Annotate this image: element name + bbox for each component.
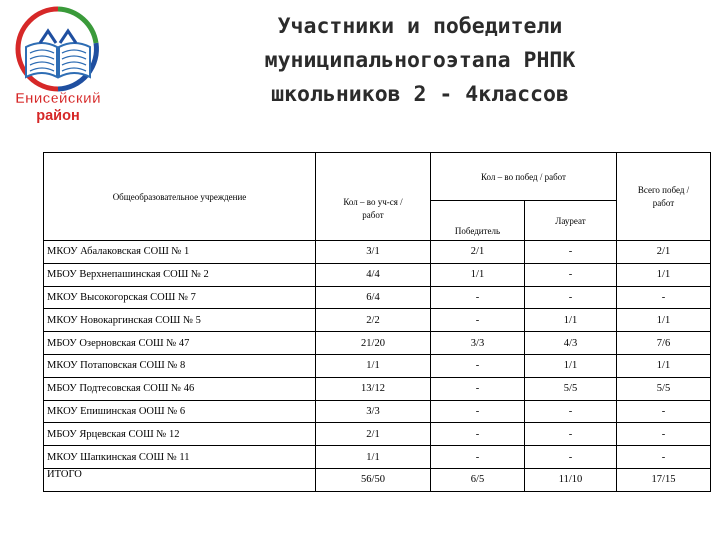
cell-count: 2/1 <box>316 423 431 446</box>
table-row-total <box>44 468 711 491</box>
cell-count: 3/1 <box>316 241 431 264</box>
cell-institution: МБОУ Верхнепашинская СОШ № 2 <box>44 263 316 286</box>
cell-total: 2/1 <box>617 241 711 264</box>
cell-institution: МКОУ Потаповская СОШ № 8 <box>44 354 316 377</box>
title-line-3: школьников 2 - 4классов <box>271 82 569 107</box>
cell-laureate: - <box>525 400 617 423</box>
table-body <box>44 241 711 492</box>
table-row <box>44 377 711 400</box>
page-title <box>150 10 690 112</box>
header-total: Всего побед / работ <box>617 153 711 241</box>
logo-text-line1: Енисейский <box>15 91 101 107</box>
cell-total: - <box>617 286 711 309</box>
cell-total: 17/15 <box>617 468 711 491</box>
cell-total: - <box>617 400 711 423</box>
cell-total: 5/5 <box>617 377 711 400</box>
cell-count: 21/20 <box>316 332 431 355</box>
cell-total: 7/6 <box>617 332 711 355</box>
results-table <box>43 152 711 492</box>
header-winner: Победитель <box>431 201 525 241</box>
cell-total: - <box>617 423 711 446</box>
cell-count: 4/4 <box>316 263 431 286</box>
cell-count: 13/12 <box>316 377 431 400</box>
cell-laureate: - <box>525 446 617 469</box>
cell-count: 56/50 <box>316 468 431 491</box>
cell-total: 1/1 <box>617 309 711 332</box>
cell-laureate: 1/1 <box>525 354 617 377</box>
cell-laureate: - <box>525 286 617 309</box>
cell-winner: - <box>431 446 525 469</box>
cell-laureate: - <box>525 263 617 286</box>
cell-laureate: 11/10 <box>525 468 617 491</box>
cell-total: 1/1 <box>617 354 711 377</box>
cell-institution: МБОУ Ярцевская СОШ № 12 <box>44 423 316 446</box>
cell-winner: 3/3 <box>431 332 525 355</box>
cell-winner: 1/1 <box>431 263 525 286</box>
cell-institution: МКОУ Абалаковская СОШ № 1 <box>44 241 316 264</box>
table-row <box>44 423 711 446</box>
cell-laureate: 5/5 <box>525 377 617 400</box>
table-header <box>44 153 711 241</box>
cell-institution: МКОУ Шапкинская СОШ № 11 <box>44 446 316 469</box>
cell-winner: - <box>431 423 525 446</box>
district-logo <box>10 3 106 125</box>
cell-winner: - <box>431 400 525 423</box>
header-count: Кол – во уч-ся / работ <box>316 153 431 241</box>
cell-winner: - <box>431 286 525 309</box>
cell-institution: МБОУ Озерновская СОШ № 47 <box>44 332 316 355</box>
title-line-1: Участники и победители <box>277 14 563 39</box>
cell-winner: - <box>431 377 525 400</box>
table-row <box>44 241 711 264</box>
cell-count: 6/4 <box>316 286 431 309</box>
header-laureate: Лауреат <box>525 201 617 241</box>
cell-count: 2/2 <box>316 309 431 332</box>
cell-laureate: 1/1 <box>525 309 617 332</box>
cell-institution: МКОУ Новокаргинская СОШ № 5 <box>44 309 316 332</box>
logo-text-line2: район <box>36 108 80 124</box>
cell-winner: - <box>431 309 525 332</box>
title-line-2: муниципальногоэтапа РНПК <box>264 48 576 73</box>
cell-winner: - <box>431 354 525 377</box>
header-wins-group: Кол – во побед / работ <box>431 153 617 201</box>
cell-winner: 2/1 <box>431 241 525 264</box>
cell-count: 1/1 <box>316 446 431 469</box>
header-institution: Общеобразовательное учреждение <box>44 153 316 241</box>
cell-count: 1/1 <box>316 354 431 377</box>
cell-laureate: - <box>525 423 617 446</box>
cell-total: - <box>617 446 711 469</box>
cell-total: 1/1 <box>617 263 711 286</box>
cell-institution: МКОУ Епишинская ООШ № 6 <box>44 400 316 423</box>
cell-laureate: - <box>525 241 617 264</box>
table-row <box>44 286 711 309</box>
table-row <box>44 263 711 286</box>
cell-institution: МКОУ Высокогорская СОШ № 7 <box>44 286 316 309</box>
table-row <box>44 446 711 469</box>
cell-laureate: 4/3 <box>525 332 617 355</box>
book-icon <box>26 31 90 77</box>
table-row <box>44 400 711 423</box>
cell-winner: 6/5 <box>431 468 525 491</box>
cell-institution: ИТОГО <box>44 468 316 491</box>
cell-count: 3/3 <box>316 400 431 423</box>
cell-institution: МБОУ Подтесовская СОШ № 46 <box>44 377 316 400</box>
table-row <box>44 309 711 332</box>
table-row <box>44 332 711 355</box>
table-row <box>44 354 711 377</box>
